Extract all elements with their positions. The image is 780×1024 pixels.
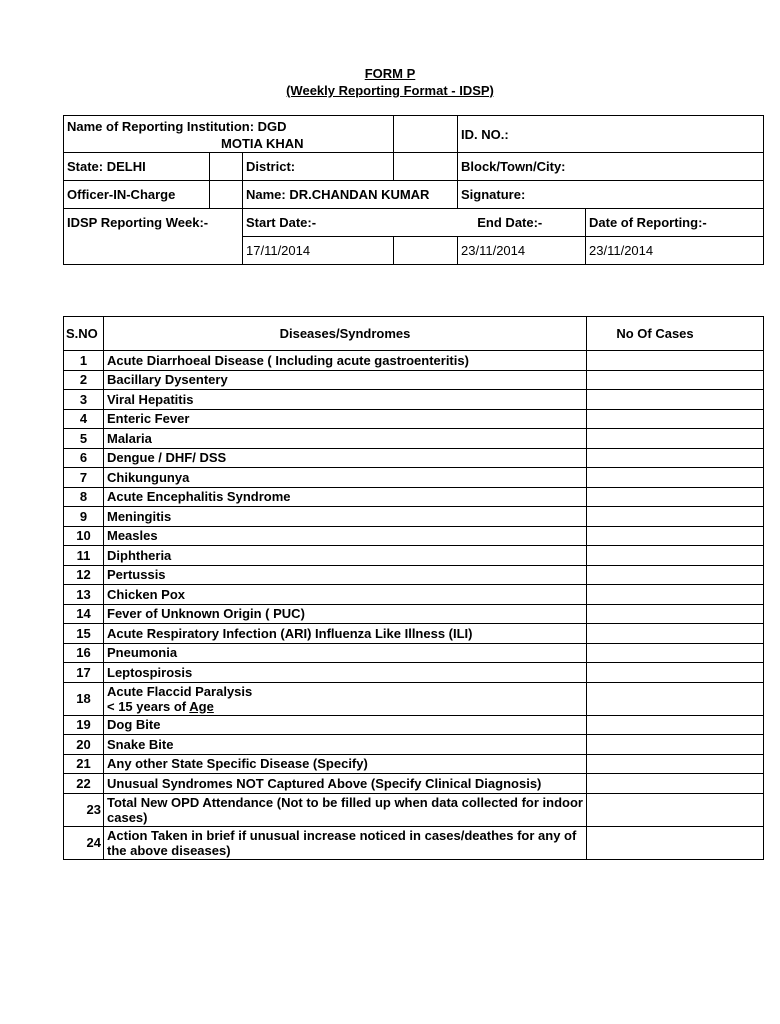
officer-label: Officer-IN-Charge [64, 181, 210, 209]
table-row [64, 448, 764, 468]
row-cases-cell[interactable] [587, 351, 764, 371]
row-sno: 14 [64, 604, 104, 624]
block-label: Block/Town/City: [458, 153, 764, 181]
table-row [64, 826, 764, 859]
row-disease: Dog Bite [104, 715, 587, 735]
row-cases-cell[interactable] [587, 715, 764, 735]
row-cases-cell[interactable] [587, 604, 764, 624]
header-table-viewport [63, 115, 707, 266]
row-cases-cell[interactable] [587, 826, 764, 859]
table-row [64, 429, 764, 449]
row-disease-line2 [107, 699, 583, 714]
row-sno: 9 [64, 507, 104, 527]
blank-cell [394, 237, 458, 265]
row-cases-cell[interactable] [587, 390, 764, 410]
table-row [64, 774, 764, 794]
row-sno: 22 [64, 774, 104, 794]
col-cases-header: No Of Cases [587, 317, 764, 351]
row-disease: Leptospirosis [104, 663, 587, 683]
table-row [64, 604, 764, 624]
reporting-week-label: IDSP Reporting Week:- [64, 209, 243, 237]
row-cases-cell[interactable] [587, 546, 764, 566]
table-row [64, 507, 764, 527]
row-disease: Chicken Pox [104, 585, 587, 605]
table-row [64, 565, 764, 585]
row-disease-line2-underlined: Age [189, 698, 214, 714]
row-sno: 13 [64, 585, 104, 605]
institution-cell [64, 116, 394, 153]
row-disease: Measles [104, 526, 587, 546]
row-disease: Snake Bite [104, 735, 587, 755]
row-disease: Fever of Unknown Origin ( PUC) [104, 604, 587, 624]
table-row [64, 624, 764, 644]
row-disease: Acute Respiratory Infection (ARI) Influenza Like Illness (ILI) [104, 624, 587, 644]
row-sno: 20 [64, 735, 104, 755]
row-sno: 21 [64, 754, 104, 774]
disease-table [63, 316, 764, 860]
end-date-value: 23/11/2014 [458, 237, 586, 265]
officer-name: Name: DR.CHANDAN KUMAR [243, 181, 458, 209]
row-cases-cell[interactable] [587, 429, 764, 449]
institution-label: Name of Reporting Institution: DGD [67, 119, 287, 134]
table-row [64, 735, 764, 755]
row-sno: 5 [64, 429, 104, 449]
date-reporting-label: Date of Reporting:- [586, 209, 764, 237]
row-disease: Dengue / DHF/ DSS [104, 448, 587, 468]
row-sno: 19 [64, 715, 104, 735]
row-disease: Diphtheria [104, 546, 587, 566]
row-disease-line2-text: < 15 years of [107, 698, 190, 714]
row-cases-cell[interactable] [587, 448, 764, 468]
row-cases-cell[interactable] [587, 370, 764, 390]
form-title: FORM P [364, 66, 416, 81]
row-cases-cell[interactable] [587, 735, 764, 755]
row-cases-cell[interactable] [587, 624, 764, 644]
row-sno: 16 [64, 643, 104, 663]
row-sno: 7 [64, 468, 104, 488]
table-row [64, 370, 764, 390]
disease-table-viewport [63, 316, 694, 863]
row-cases-cell[interactable] [587, 774, 764, 794]
blank-cell [64, 237, 243, 265]
table-row [64, 585, 764, 605]
row-sno: 1 [64, 351, 104, 371]
header-table [63, 115, 764, 265]
state-label: State: DELHI [64, 153, 210, 181]
blank-cell [394, 116, 458, 153]
row-sno: 12 [64, 565, 104, 585]
row-disease: Acute Encephalitis Syndrome [104, 487, 587, 507]
table-row [64, 682, 764, 715]
district-label: District: [243, 153, 394, 181]
row-sno: 11 [64, 546, 104, 566]
row-sno: 23 [64, 793, 104, 826]
form-subtitle: (Weekly Reporting Format - IDSP) [286, 83, 494, 98]
row-cases-cell[interactable] [587, 682, 764, 715]
row-disease [104, 682, 587, 715]
row-cases-cell[interactable] [587, 663, 764, 683]
row-disease: Chikungunya [104, 468, 587, 488]
row-disease: Action Taken in brief if unusual increase noticed in cases/deathes for any of the above diseases) [104, 826, 587, 859]
institution-name: MOTIA KHAN [221, 136, 304, 151]
row-cases-cell[interactable] [587, 507, 764, 527]
row-sno: 2 [64, 370, 104, 390]
table-row [64, 715, 764, 735]
col-name-header: Diseases/Syndromes [104, 317, 587, 351]
row-cases-cell[interactable] [587, 643, 764, 663]
row-disease: Malaria [104, 429, 587, 449]
row-sno: 6 [64, 448, 104, 468]
table-row [64, 754, 764, 774]
start-date-value: 17/11/2014 [243, 237, 394, 265]
table-row [64, 409, 764, 429]
row-disease: Viral Hepatitis [104, 390, 587, 410]
date-reporting-value: 23/11/2014 [586, 237, 764, 265]
row-sno: 17 [64, 663, 104, 683]
table-row [64, 663, 764, 683]
table-row [64, 546, 764, 566]
row-disease: Acute Diarrhoeal Disease ( Including acute gastroenteritis) [104, 351, 587, 371]
row-sno: 15 [64, 624, 104, 644]
row-sno: 10 [64, 526, 104, 546]
id-label: ID. NO.: [458, 116, 764, 153]
row-disease: Unusual Syndromes NOT Captured Above (Specify Clinical Diagnosis) [104, 774, 587, 794]
row-cases-cell[interactable] [587, 409, 764, 429]
row-disease: Meningitis [104, 507, 587, 527]
row-sno: 18 [64, 682, 104, 715]
row-sno: 3 [64, 390, 104, 410]
row-cases-cell[interactable] [587, 468, 764, 488]
row-sno: 8 [64, 487, 104, 507]
signature-label: Signature: [458, 181, 764, 209]
table-row [64, 468, 764, 488]
table-row [64, 793, 764, 826]
blank-cell [394, 153, 458, 181]
end-date-label: End Date:- [394, 209, 586, 237]
row-disease: Enteric Fever [104, 409, 587, 429]
row-disease: Total New OPD Attendance (Not to be filled up when data collected for indoor cases) [104, 793, 587, 826]
row-sno: 24 [64, 826, 104, 859]
table-row [64, 526, 764, 546]
row-cases-cell[interactable] [587, 487, 764, 507]
row-disease-line1: Acute Flaccid Paralysis [107, 683, 253, 699]
blank-cell [210, 153, 243, 181]
row-cases-cell[interactable] [587, 526, 764, 546]
table-row [64, 643, 764, 663]
row-disease: Pertussis [104, 565, 587, 585]
row-sno: 4 [64, 409, 104, 429]
col-sno-header: S.NO [64, 317, 104, 351]
start-date-label: Start Date:- [243, 209, 394, 237]
table-row [64, 390, 764, 410]
row-disease: Pneumonia [104, 643, 587, 663]
row-cases-cell[interactable] [587, 793, 764, 826]
table-row [64, 351, 764, 371]
table-row [64, 487, 764, 507]
row-cases-cell[interactable] [587, 754, 764, 774]
row-cases-cell[interactable] [587, 585, 764, 605]
row-disease: Any other State Specific Disease (Specify) [104, 754, 587, 774]
blank-cell [210, 181, 243, 209]
row-disease: Bacillary Dysentery [104, 370, 587, 390]
row-cases-cell[interactable] [587, 565, 764, 585]
